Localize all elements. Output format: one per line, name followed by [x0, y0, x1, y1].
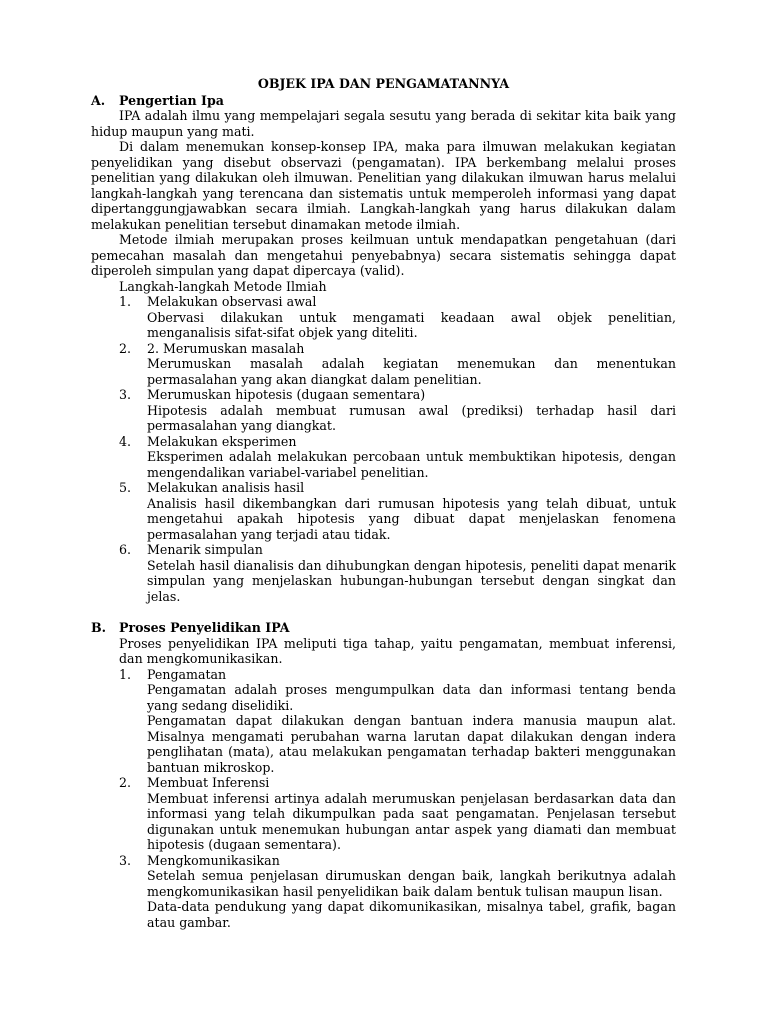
step-number: 2.	[119, 340, 132, 356]
section-spacer	[91, 604, 676, 620]
section-a-title: Pengertian Ipa	[119, 92, 224, 108]
step-number: 1.	[119, 294, 132, 309]
step-description: Obervasi dilakukan untuk mengamati keadaan awal objek penelitian, menganalisis sifat-sifat objek yang diteliti.	[147, 309, 676, 340]
step-description: Pengamatan dapat dilakukan dengan bantuan indera manusia maupun alat. Misalnya mengamati perubahan warna larutan dapat dilakukan dengan indera penglihatan (mata), atau melakukan pengamatan terhadap bakteri menggunakan bantuan mikroskop.	[147, 713, 676, 775]
steps-label: Langkah-langkah Metode Ilmiah	[119, 278, 327, 294]
step-description: Setelah hasil dianalisis dan dihubungkan dengan hipotesis, peneliti dapat menarik simpulan yang menjelaskan hubungan-hubungan tersebut dengan singkat dan jelas.	[147, 557, 676, 604]
step-heading: Pengamatan	[147, 666, 227, 682]
section-b-title: Proses Penyelidikan IPA	[119, 620, 290, 635]
step-number: 2.	[119, 775, 132, 790]
section-a-paragraph-2: Di dalam menemukan konsep-konsep IPA, maka para ilmuwan melakukan kegiatan penyelidikan yang disebut observazi (pengamatan). IPA berkembang melalui proses penelitian yang dilakukan oleh ilmuwan. Penelitian yang dilakukan ilmuwan harus melalui langkah-langkah yang terencana dan sistematis untuk memperoleh informasi yang dapat dipertanggungjawabkan secara ilmiah. Langkah-langkah yang harus dilakukan dalam melakukan penelitian tersebut dinamakan metode ilmiah.	[91, 139, 676, 232]
step-heading: Melakukan eksperimen	[147, 433, 297, 449]
step-heading: Menarik simpulan	[147, 542, 263, 557]
step-description: Eksperimen adalah melakukan percobaan untuk membuktikan hipotesis, dengan mengendalikan variabel-variabel penelitian.	[147, 449, 676, 480]
step-description: Pengamatan adalah proses mengumpulkan data dan informasi tentang benda yang sedang diselidiki.	[147, 682, 676, 713]
method-step	[91, 387, 676, 434]
method-step	[91, 542, 676, 604]
step-description: Setelah semua penjelasan dirumuskan dengan baik, langkah berikutnya adalah mengkomunikasikan hasil penyelidikan baik dalam bentuk tulisan maupun lisan.	[147, 868, 676, 899]
step-number: 1.	[119, 666, 132, 682]
step-number: 3.	[119, 387, 132, 402]
section-a-heading	[91, 93, 676, 109]
step-heading: Melakukan analisis hasil	[147, 480, 305, 495]
method-step	[91, 294, 676, 341]
step-number: 4.	[119, 433, 132, 449]
step-description: Hipotesis adalah membuat rumusan awal (prediksi) terhadap hasil dari permasalahan yang diangkat.	[147, 402, 676, 433]
step-heading: Merumuskan hipotesis (dugaan sementara)	[147, 387, 426, 402]
step-number: 6.	[119, 542, 132, 557]
step-description: Membuat inferensi artinya adalah merumuskan penjelasan berdasarkan data dan informasi yang telah dikumpulkan pada saat pengamatan. Penjelasan tersebut digunakan untuk menemukan hubungan antar aspek yang diamati dan membuat hipotesis (dugaan sementara).	[147, 790, 676, 852]
section-b-intro: Proses penyelidikan IPA meliputi tiga tahap, yaitu pengamatan, membuat inferensi, dan mengkomunikasikan.	[119, 635, 676, 666]
step-description: Data-data pendukung yang dapat dikomunikasikan, misalnya tabel, grafik, bagan atau gambar.	[147, 899, 676, 930]
step-description: Merumuskan masalah adalah kegiatan menemukan dan menentukan permasalahan yang akan diangkat dalam penelitian.	[147, 356, 676, 387]
process-step	[91, 775, 676, 853]
section-b-heading	[91, 620, 676, 636]
method-steps-list	[91, 294, 676, 604]
step-heading: Mengkomunikasikan	[147, 852, 280, 868]
step-number: 5.	[119, 480, 132, 495]
step-description: Analisis hasil dikembangkan dari rumusan hipotesis yang telah dibuat, untuk mengetahui apakah hipotesis yang dibuat dapat menjelaskan fenomena permasalahan yang terjadi atau tidak.	[147, 495, 676, 542]
step-heading: Melakukan observasi awal	[147, 294, 317, 309]
section-b-letter: B.	[91, 620, 107, 635]
process-step	[91, 667, 676, 776]
step-number: 3.	[119, 852, 132, 868]
section-a-letter: A.	[91, 92, 106, 108]
method-step	[91, 341, 676, 388]
process-steps-list	[91, 667, 676, 931]
method-step	[91, 480, 676, 542]
method-step	[91, 434, 676, 481]
page-title: OBJEK IPA DAN PENGAMATANNYA	[257, 76, 510, 91]
process-step	[91, 853, 676, 931]
step-heading: Membuat Inferensi	[147, 775, 270, 790]
section-a-paragraph-1: IPA adalah ilmu yang mempelajari segala sesutu yang berada di sekitar kita baik yang hidup maupun yang mati.	[91, 108, 676, 139]
step-heading: 2. Merumuskan masalah	[147, 340, 305, 356]
section-a-paragraph-3: Metode ilmiah merupakan proses keilmuan untuk mendapatkan pengetahuan (dari pemecahan masalah dan mengetahui penyebabnya) secara sistematis sehingga dapat diperoleh simpulan yang dapat dipercaya (valid).	[91, 232, 676, 278]
document-page	[91, 76, 676, 930]
